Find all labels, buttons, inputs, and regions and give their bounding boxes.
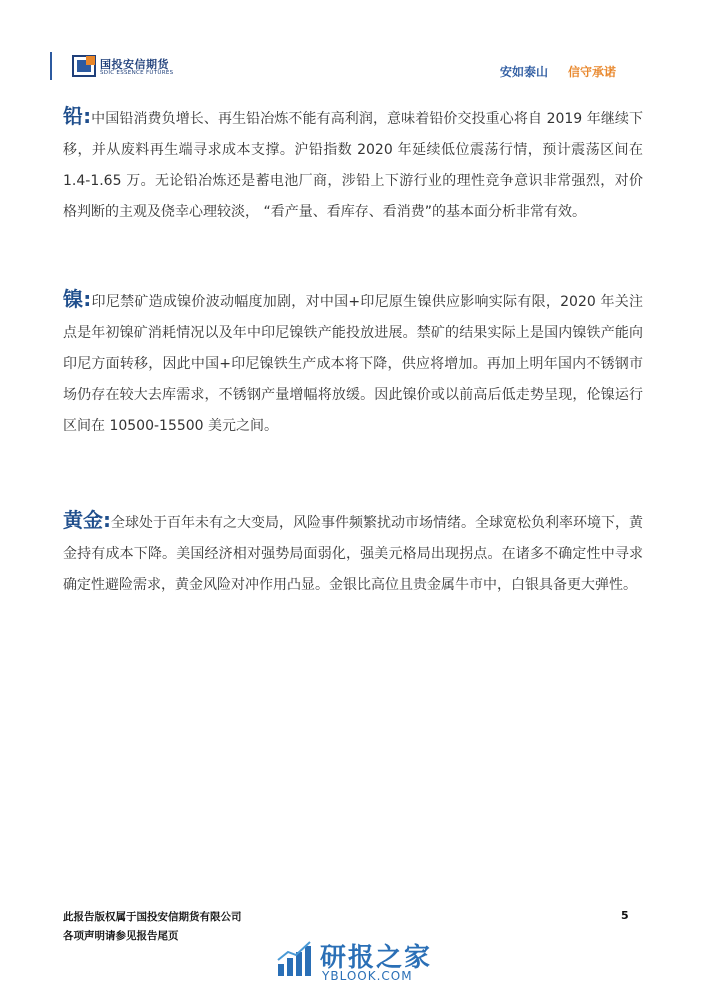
footer-disclaimer: 各项声明请参见报告尾页	[63, 930, 179, 942]
section-lead	[63, 101, 643, 228]
page-number: 5	[621, 909, 629, 922]
bar-chart-logo-icon	[276, 940, 316, 978]
company-name-en: SDIC ESSENCE FUTURES	[100, 70, 174, 76]
section-label-nickel: 镍:	[63, 287, 92, 311]
slogan-left: 安如泰山	[500, 65, 549, 79]
section-text-gold: 全球处于百年未有之大变局，风险事件频繁扰动市场情绪。全球宽松负利率环境下，黄金持有成本下降。美国经济相对强势局面弱化，强美元格局出现拐点。在诸多不确定性中寻求确定性避险需求，黄金风险对冲作用凸显。金银比高位且贵金属牛市中，白银具备更大弹性。	[63, 515, 643, 593]
footer-copyright: 此报告版权属于国投安信期货有限公司	[63, 911, 242, 923]
section-label-gold: 黄金:	[63, 508, 111, 532]
watermark-title: 研报之家	[320, 943, 433, 973]
section-text-lead: 中国铅消费负增长、再生铅冶炼不能有高利润，意味着铅价交投重心将自 2019 年继续下移，并从废料再生端寻求成本支撑。沪铅指数 2020 年延续低位震荡行情，预计震荡区间在 1.4-1.65 万。无论铅冶炼还是蓄电池厂商，涉铅上下游行业的理性竞争意识非常强烈，对价格判断的主观及侥幸心理较淡， “看产量、看库存、看消费”的基本面分析非常有效。	[63, 111, 644, 220]
section-label-lead: 铅:	[63, 104, 92, 128]
page-header	[0, 0, 702, 90]
section-text-nickel: 印尼禁矿造成镍价波动幅度加剧，对中国+印尼原生镍供应影响实际有限，2020 年关注点是年初镍矿消耗情况以及年中印尼镍铁产能投放进展。禁矿的结果实际上是国内镍铁产能向印尼方面转移，因此中国+印尼镍铁生产成本将下降，供应将增加。再加上明年国内不锈钢市场仍存在较大去库需求，不锈钢产量增幅将放缓。因此镍价或以前高后低走势呈现，伦镍运行区间在 10500-15500 美元之间。	[63, 294, 644, 434]
company-logo-icon	[72, 55, 96, 77]
section-gold	[63, 505, 643, 601]
company-name-cn: 国投安信期货	[100, 58, 169, 71]
header-accent-bar	[50, 52, 52, 80]
watermark-url: YBLOOK.COM	[322, 969, 413, 983]
slogan-right: 信守承诺	[568, 65, 617, 79]
section-nickel	[63, 284, 643, 442]
